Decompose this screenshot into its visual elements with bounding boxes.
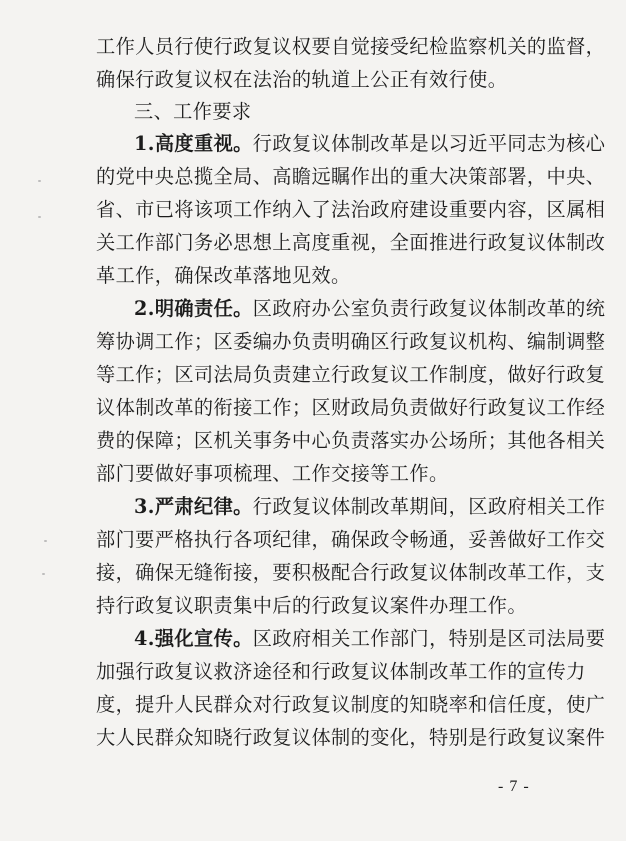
scan-speck: [42, 573, 45, 575]
item-3-line: 接，确保无缝衔接，要积极配合行政复议体制改革工作，支: [96, 561, 606, 584]
page-number: - 7 -: [498, 778, 530, 795]
item-1-line: 省、市已将该项工作纳入了法治政府建设重要内容，区属相: [96, 198, 606, 221]
item-3-first-line: [134, 495, 606, 518]
item-4-first-line-text: 区政府相关工作部门，特别是区司法局要: [252, 627, 606, 650]
item-1-first-line: [134, 132, 606, 155]
intro-line-1: 工作人员行使行政复议权要自觉接受纪检监察机关的监督，: [96, 35, 606, 58]
item-2-line: 部门要做好事项梳理、工作交接等工作。: [96, 462, 449, 485]
item-2-line: 费的保障；区机关事务中心负责落实办公场所；其他各相关: [96, 429, 606, 452]
intro-line-2: 确保行政复议权在法治的轨道上公正有效行使。: [96, 68, 508, 91]
item-1-line: 的党中央总揽全局、高瞻远瞩作出的重大决策部署，中央、: [96, 165, 606, 188]
item-1-title: 1.高度重视。: [134, 132, 253, 155]
item-1-line: 关工作部门务必思想上高度重视，全面推进行政复议体制改: [96, 231, 606, 254]
item-4-line: 加强行政复议救济途径和行政复议体制改革工作的宣传力: [96, 660, 586, 683]
scan-speck: [38, 216, 41, 218]
item-3-line: 部门要严格执行各项纪律，确保政令畅通，妥善做好工作交: [96, 528, 606, 551]
item-2-line: 筹协调工作；区委编办负责明确区行政复议机构、编制调整: [96, 330, 606, 353]
item-2-first-line: [134, 297, 606, 320]
item-1-line: 革工作，确保改革落地见效。: [96, 264, 351, 287]
section-heading: 三、工作要求: [134, 100, 252, 123]
item-4-title: 4.强化宣传。: [134, 627, 253, 650]
item-2-title: 2.明确责任。: [134, 297, 253, 320]
item-3-title: 3.严肃纪律。: [134, 495, 253, 518]
item-3-first-line-text: 行政复议体制改革期间，区政府相关工作: [252, 495, 606, 518]
item-1-first-line-text: 行政复议体制改革是以习近平同志为核心: [252, 132, 606, 155]
item-2-first-line-text: 区政府办公室负责行政复议体制改革的统: [252, 297, 606, 320]
item-4-line: 大人民群众知晓行政复议体制的变化，特别是行政复议案件: [96, 726, 606, 749]
item-4-first-line: [134, 627, 606, 650]
item-4-line: 度，提升人民群众对行政复议制度的知晓率和信任度，使广: [96, 693, 606, 716]
item-2-line: 议体制改革的衔接工作；区财政局负责做好行政复议工作经: [96, 396, 606, 419]
item-2-line: 等工作；区司法局负责建立行政复议工作制度，做好行政复: [96, 363, 606, 386]
item-3-line: 持行政复议职责集中后的行政复议案件办理工作。: [96, 594, 527, 617]
scan-speck: [44, 540, 47, 542]
scan-speck: [38, 180, 41, 182]
